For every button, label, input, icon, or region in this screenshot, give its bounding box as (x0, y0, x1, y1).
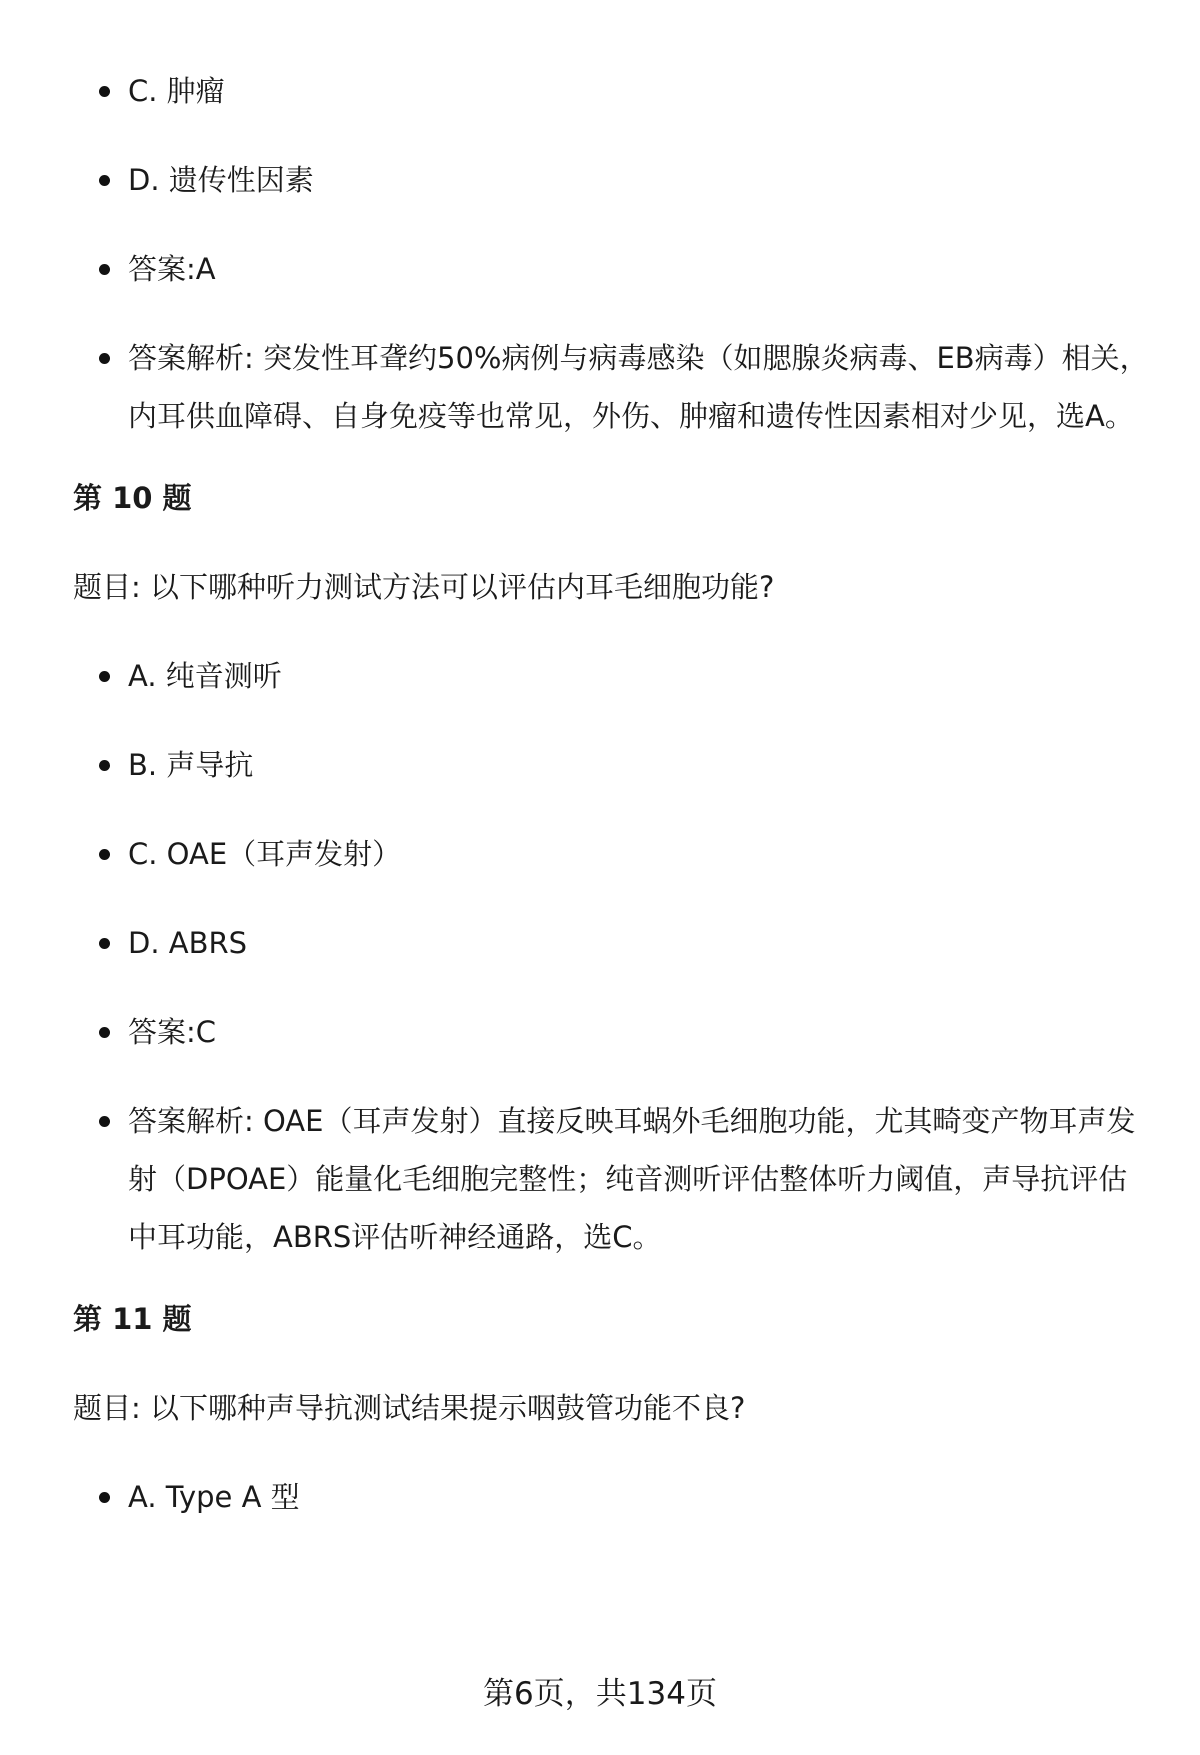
q11-list (73, 1468, 1153, 1526)
page-number-footer: 第6页，共134页 (483, 1676, 717, 1712)
q10-list (73, 647, 1153, 1266)
q9-option-d: D. 遗传性因素 (73, 151, 1153, 209)
q9-tail-list (73, 62, 1153, 445)
q9-answer: 答案:A (73, 240, 1153, 298)
q10-analysis: 答案解析: OAE（耳声发射）直接反映耳蜗外毛细胞功能，尤其畸变产物耳声发射（DPOAE）能量化毛细胞完整性；纯音测听评估整体听力阈值，声导抗评估中耳功能，ABRS评估听神经通路，选C。 (73, 1092, 1153, 1266)
q11-question: 题目: 以下哪种声导抗测试结果提示咽鼓管功能不良? (73, 1391, 746, 1425)
q9-analysis: 答案解析: 突发性耳聋约50%病例与病毒感染（如腮腺炎病毒、EB病毒）相关，内耳供血障碍、自身免疫等也常见，外伤、肿瘤和遗传性因素相对少见，选A。 (73, 329, 1153, 445)
q10-option-b: B. 声导抗 (73, 736, 1153, 794)
q11-option-a: A. Type A 型 (73, 1468, 1153, 1526)
q10-option-a: A. 纯音测听 (73, 647, 1153, 705)
page-content (73, 62, 1153, 1557)
q10-heading: 第 10 题 (73, 481, 192, 515)
q9-option-c: C. 肿瘤 (73, 62, 1153, 120)
q11-heading: 第 11 题 (73, 1302, 192, 1336)
q10-question: 题目: 以下哪种听力测试方法可以评估内耳毛细胞功能? (73, 570, 775, 604)
q10-option-d: D. ABRS (73, 914, 1153, 972)
q10-option-c: C. OAE（耳声发射） (73, 825, 1153, 883)
q10-answer: 答案:C (73, 1003, 1153, 1061)
